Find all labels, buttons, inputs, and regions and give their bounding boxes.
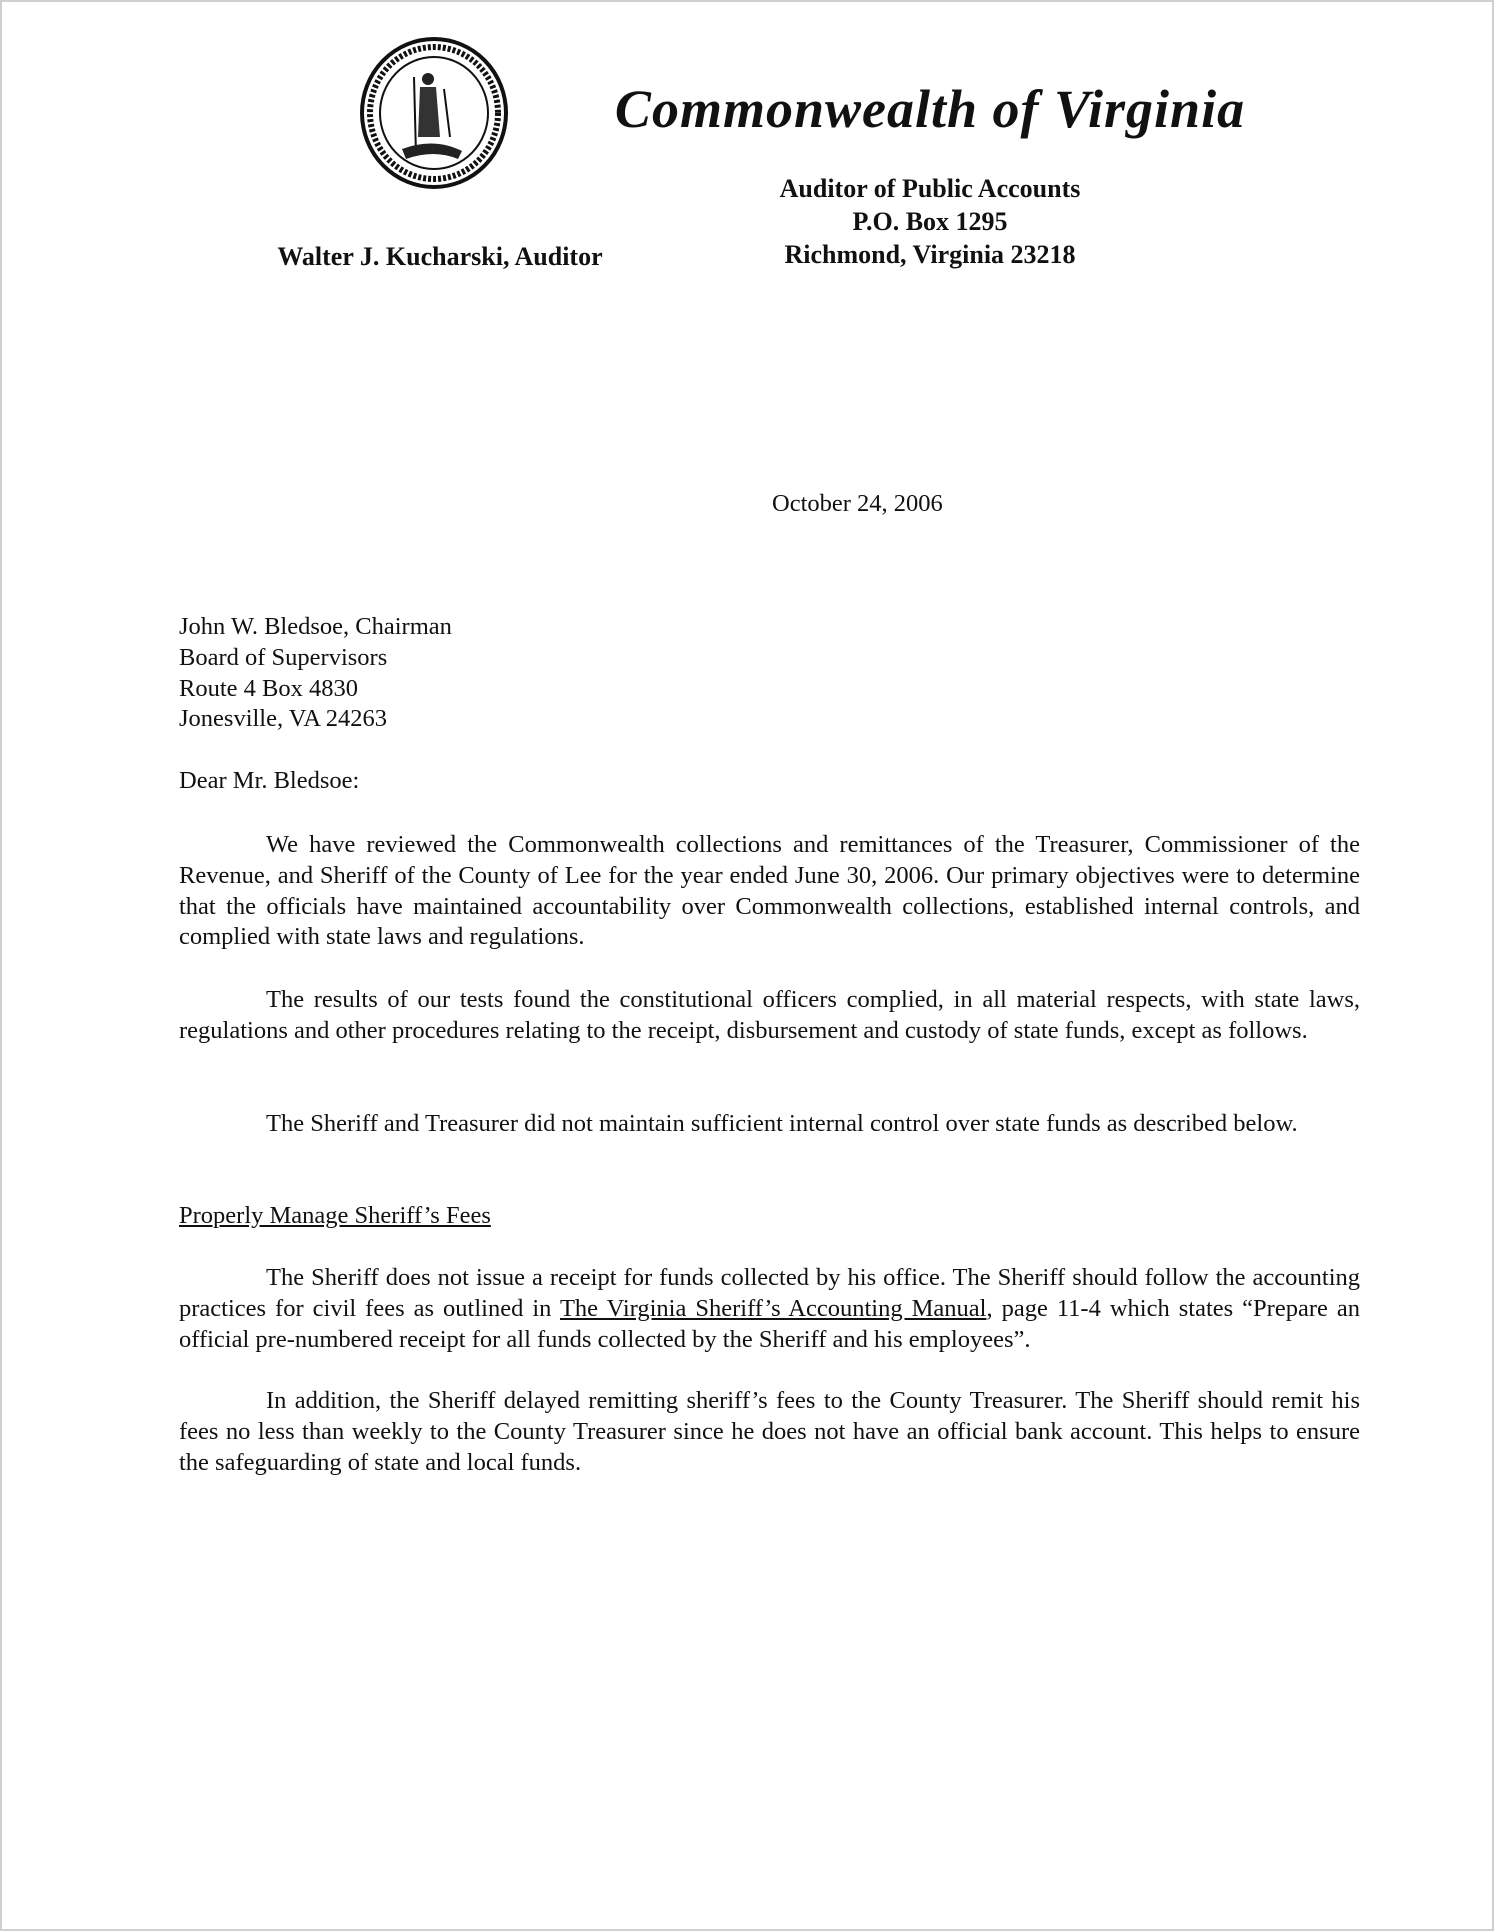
- paragraph-receipts: [179, 1263, 1360, 1355]
- paragraph-remittance: In addition, the Sheriff delayed remitting sheriff’s fees to the County Treasurer. The Sheriff should remit his fees no less than weekly to the County Treasurer since he does not have an official bank account. This helps to ensure the safeguarding of state and local funds.: [179, 1387, 1360, 1476]
- letterhead-title: Commonwealth of Virginia: [614, 79, 1246, 139]
- office-city: Richmond, Virginia 23218: [784, 240, 1076, 269]
- recipient-line: Board of Supervisors: [179, 643, 388, 671]
- paragraph-internal-control: The Sheriff and Treasurer did not maintain sufficient internal control over state funds as described below.: [266, 1110, 1298, 1137]
- section-heading: Properly Manage Sheriff’s Fees: [179, 1202, 491, 1229]
- salutation: Dear Mr. Bledsoe:: [179, 767, 360, 794]
- recipient-line: Jonesville, VA 24263: [179, 705, 388, 733]
- manual-reference: The Virginia Sheriff’s Accounting Manual: [559, 1294, 987, 1322]
- office-address: [700, 172, 1160, 271]
- recipient-line: John W. Bledsoe, Chairman: [179, 613, 452, 640]
- office-name: Auditor of Public Accounts: [779, 174, 1081, 203]
- po-box: P.O. Box 1295: [852, 207, 1008, 236]
- paragraph-results: The results of our tests found the constitutional officers complied, in all material respects, with state laws, regulations and other procedures relating to the receipt, disbursement and custody of state funds, except as follows.: [179, 986, 1360, 1044]
- recipient-line: Route 4 Box 4830: [179, 674, 358, 702]
- text: , page 11-4 which states “Prepare an official pre-numbered receipt for all funds collected by the Sheriff and his employees”.: [179, 1294, 1360, 1353]
- letter-date: October 24, 2006: [772, 490, 943, 517]
- auditor-name: Walter J. Kucharski, Auditor: [277, 242, 603, 271]
- paragraph-review-scope: We have reviewed the Commonwealth collections and remittances of the Treasurer, Commissioner of the Revenue, and Sheriff of the County of Lee for the year ended June 30, 2006. Our primary objectives were to determine that the officials have maintained accountability over Commonwealth collections, established internal controls, and complied with state laws and regulations.: [179, 831, 1360, 951]
- text: The Sheriff does not issue a receipt for funds collected by his office. The Sheriff should follow the accounting practices for civil fees as outlined in: [179, 1264, 1360, 1322]
- recipient-address: [179, 612, 452, 735]
- virginia-seal-logo: [358, 37, 510, 189]
